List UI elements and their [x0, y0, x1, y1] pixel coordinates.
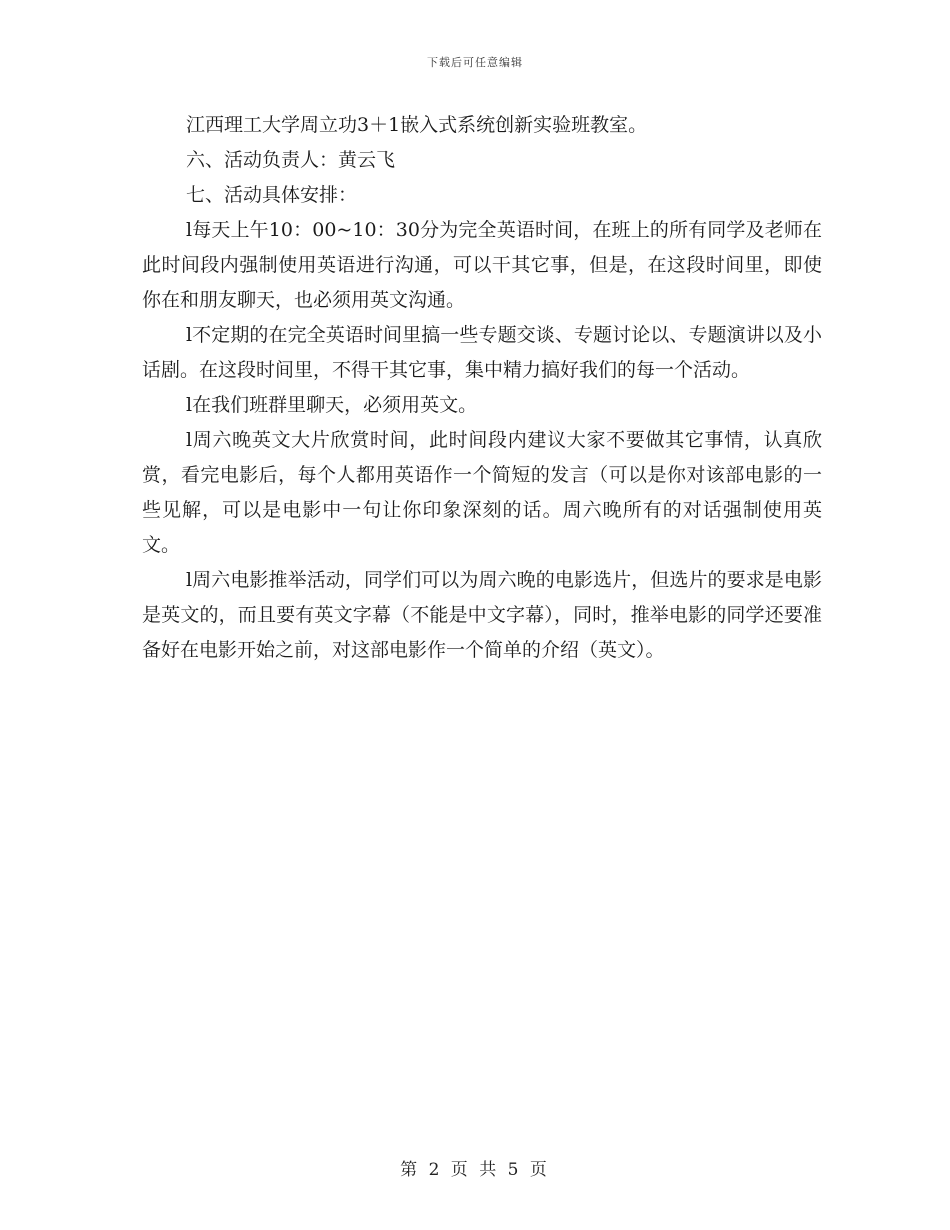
- paragraph-group-chat: l在我们班群里聊天，必须用英文。: [186, 394, 478, 416]
- paragraph-movie-night: l周六晚英文大片欣赏时间，此时间段内建议大家不要做其它事情，认真欣赏，看完电影后，每个人都用英语作一个简短的发言（可以是你对该部电影的一些见解，可以是电影中一句让你印象深刻的话。周六晚所有的对话强制使用英文。: [142, 429, 822, 556]
- page-header: 下载后可任意编辑: [427, 56, 523, 69]
- paragraph-special-topics: l不定期的在完全英语时间里搞一些专题交谈、专题讨论以、专题演讲以及小话剧。在这段时间里，不得干其它事，集中精力搞好我们的每一个活动。: [142, 324, 822, 381]
- paragraph-movie-recommendation: l周六电影推举活动，同学们可以为周六晚的电影选片，但选片的要求是电影是英文的，而且要有英文字幕（不能是中文字幕），同时，推举电影的同学还要准备好在电影开始之前，对这部电影作一个简单的介绍（英文）。: [142, 569, 822, 661]
- paragraph-location: 江西理工大学周立功3＋1嵌入式系统创新实验班教室。: [186, 114, 648, 136]
- paragraph-english-time: l每天上午10：00~10：30分为完全英语时间，在班上的所有同学及老师在此时间段内强制使用英语进行沟通，可以干其它事，但是，在这段时间里，即使你在和朋友聊天，也必须用英文沟通。: [142, 219, 822, 311]
- paragraph-schedule-heading: 七、活动具体安排：: [186, 184, 358, 206]
- document-body: [142, 108, 822, 668]
- paragraph-organizer: 六、活动负责人：黄云飞: [186, 149, 396, 171]
- page-number: 第 2 页 共 5 页: [400, 1160, 550, 1180]
